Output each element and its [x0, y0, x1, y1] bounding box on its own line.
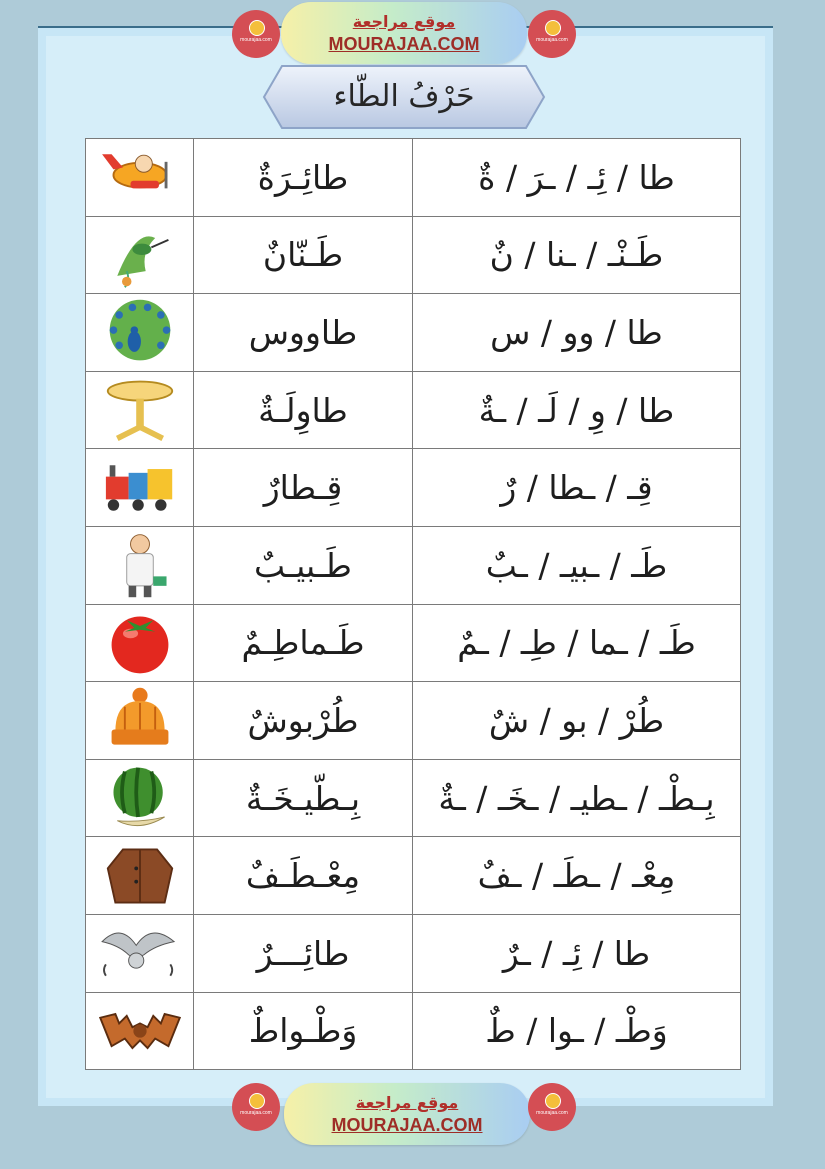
syllables-text: بِـطْـ / ـطيـ / ـخَـ / ـةٌ: [438, 778, 715, 818]
picture-cell: [86, 449, 194, 527]
table-row: [86, 837, 741, 915]
site-name-ar: موقع مراجعة: [352, 12, 456, 31]
word-text: طاووس: [248, 312, 358, 352]
word-cell: [194, 837, 413, 915]
word-cell: [194, 371, 413, 449]
word-text: بِـطّيـخَـةٌ: [245, 778, 361, 818]
word-text: مِعْـطَـفٌ: [245, 856, 361, 896]
peacock-icon: [86, 296, 193, 368]
logo-caption: mourajaa.com: [240, 37, 272, 43]
picture-cell: [86, 371, 194, 449]
site-name-en: MOURAJAA.COM: [328, 34, 480, 54]
logo-icon: [249, 20, 265, 36]
word-cell: [194, 139, 413, 217]
word-text: وَطْـواطٌ: [248, 1011, 358, 1051]
word-cell: [194, 449, 413, 527]
word-cell: [194, 294, 413, 372]
doctor-icon: [86, 529, 193, 601]
table-row: [86, 526, 741, 604]
letter-table: [85, 138, 741, 1070]
logo-caption: mourajaa.com: [536, 37, 568, 43]
title-plate: [262, 64, 546, 130]
table-icon: [86, 374, 193, 446]
hat-icon: [86, 684, 193, 756]
syllables-cell: [413, 449, 741, 527]
word-cell: [194, 682, 413, 760]
picture-cell: [86, 139, 194, 217]
word-text: طَـنّانٌ: [262, 235, 344, 275]
table-row: [86, 992, 741, 1070]
coat-icon: [86, 840, 193, 912]
site-logo-bottom-left: [232, 1083, 280, 1131]
word-text: طَـماطِـمٌ: [241, 623, 365, 663]
picture-cell: [86, 837, 194, 915]
word-cell: [194, 759, 413, 837]
table-row: [86, 294, 741, 372]
word-text: طاوِلَـةٌ: [258, 390, 348, 430]
picture-cell: [86, 682, 194, 760]
table-row: [86, 216, 741, 294]
syllables-text: طَـ / ـما / طِـ / ـمٌ: [457, 623, 696, 663]
word-cell: [194, 526, 413, 604]
syllables-text: طُرْ / بو / شٌ: [488, 700, 665, 740]
table-row: [86, 139, 741, 217]
logo-icon: [545, 20, 561, 36]
syllables-cell: [413, 682, 741, 760]
syllables-cell: [413, 914, 741, 992]
site-name-en: MOURAJAA.COM: [331, 1115, 483, 1135]
word-cell: [194, 604, 413, 682]
syllables-cell: [413, 294, 741, 372]
syllables-text: طَـنْـ / ـنا / نٌ: [489, 235, 664, 275]
picture-cell: [86, 992, 194, 1070]
syllables-cell: [413, 837, 741, 915]
syllables-text: طا / ئِـ / ـرٌ: [502, 933, 651, 973]
word-cell: [194, 992, 413, 1070]
picture-cell: [86, 604, 194, 682]
watermelon-icon: [86, 762, 193, 834]
tomato-icon: [86, 607, 193, 679]
logo-caption: mourajaa.com: [240, 1110, 272, 1116]
syllables-cell: [413, 604, 741, 682]
site-banner-bottom[interactable]: [284, 1083, 530, 1145]
word-text: قِـطارٌ: [263, 468, 343, 508]
syllables-text: طا / وو / س: [490, 312, 663, 352]
picture-cell: [86, 914, 194, 992]
bird-icon: [86, 917, 193, 989]
airplane-icon: [86, 141, 193, 213]
syllables-cell: [413, 371, 741, 449]
syllables-text: وَطْـ / ـوا / طٌ: [485, 1011, 668, 1051]
logo-caption: mourajaa.com: [536, 1110, 568, 1116]
syllables-cell: [413, 759, 741, 837]
word-text: طائِـــرٌ: [256, 933, 350, 973]
syllables-text: طَـ / ـبيـ / ـبٌ: [485, 545, 668, 585]
site-name-ar: موقع مراجعة: [355, 1093, 459, 1112]
picture-cell: [86, 759, 194, 837]
picture-cell: [86, 526, 194, 604]
table-row: [86, 449, 741, 527]
table-row: [86, 759, 741, 837]
logo-icon: [545, 1093, 561, 1109]
syllables-cell: [413, 216, 741, 294]
syllables-text: مِعْـ / ـطَـ / ـفٌ: [477, 856, 676, 896]
word-text: طُرْبوشٌ: [247, 700, 359, 740]
word-text: طائِـرَةٌ: [257, 157, 349, 197]
word-cell: [194, 216, 413, 294]
syllables-text: طا / وِ / لَـ / ـةٌ: [478, 390, 675, 430]
syllables-cell: [413, 526, 741, 604]
site-logo-top-left: [232, 10, 280, 58]
site-banner-top[interactable]: [281, 2, 527, 64]
word-text: طَـبيـبٌ: [254, 545, 352, 585]
syllables-text: طا / ئِـ / ـرَ / ةٌ: [478, 157, 675, 197]
table-row: [86, 682, 741, 760]
table-row: [86, 914, 741, 992]
page-title: حَرْفُ الطّاء: [333, 79, 475, 114]
syllables-text: قِـ / ـطا / رٌ: [500, 468, 653, 508]
bat-icon: [86, 995, 193, 1067]
logo-icon: [249, 1093, 265, 1109]
syllables-cell: [413, 992, 741, 1070]
picture-cell: [86, 216, 194, 294]
table-row: [86, 371, 741, 449]
hummingbird-icon: [86, 219, 193, 291]
train-icon: [86, 452, 193, 524]
site-logo-bottom-right: [528, 1083, 576, 1131]
syllables-cell: [413, 139, 741, 217]
site-logo-top-right: [528, 10, 576, 58]
table-row: [86, 604, 741, 682]
picture-cell: [86, 294, 194, 372]
word-cell: [194, 914, 413, 992]
